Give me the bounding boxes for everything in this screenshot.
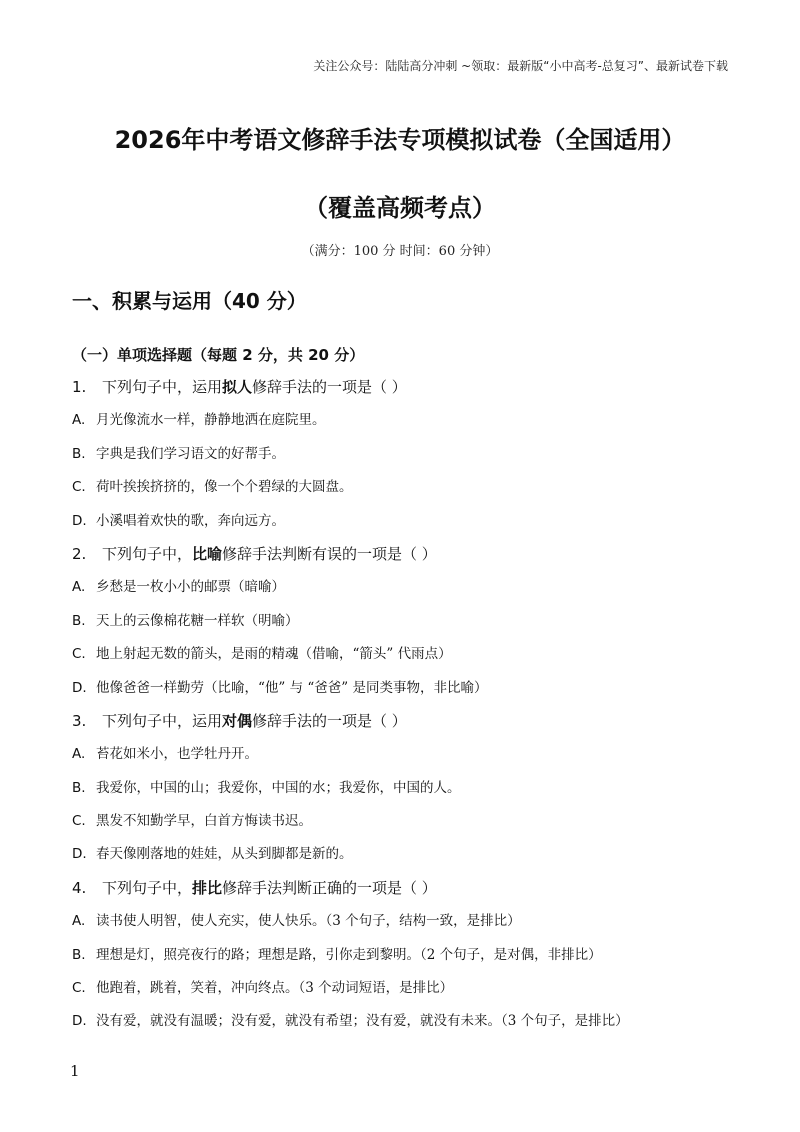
option-c — [72, 644, 732, 677]
option-label: D. — [72, 846, 87, 863]
question-suffix: 修辞手法的一项是（ ） — [252, 711, 407, 730]
option-text: 黑发不知勤学早，白首方悔读书迟。 — [96, 813, 312, 830]
question-prefix: 下列句子中， — [102, 544, 193, 563]
option-text: 理想是灯，照亮夜行的路；理想是路，引你走到黎明。（2 个句子，是对偶，非排比） — [96, 946, 602, 963]
option-label: A. — [72, 412, 86, 429]
option-label: C. — [72, 479, 86, 496]
question — [72, 377, 732, 544]
option-text: 读书使人明智，使人充实，使人快乐。（3 个句子，结构一致，是排比） — [96, 913, 521, 930]
option-c — [72, 978, 732, 1011]
option-label: C. — [72, 980, 86, 997]
option-b — [72, 945, 732, 978]
option-label: B. — [72, 445, 86, 462]
option-label: B. — [72, 946, 86, 963]
option-c — [72, 477, 732, 510]
question — [72, 878, 732, 1045]
option-text: 小溪唱着欢快的歌，奔向远方。 — [96, 512, 285, 529]
section-title: 一、积累与运用（40 分） — [72, 289, 307, 313]
option-text: 荷叶挨挨挤挤的，像一个个碧绿的大圆盘。 — [96, 479, 353, 496]
question-keyword: 拟人 — [222, 378, 253, 396]
option-label: D. — [72, 1013, 87, 1030]
page-number: 1 — [70, 1062, 80, 1080]
option-b — [72, 444, 732, 477]
question-number: 2. — [72, 544, 87, 563]
option-label: D. — [72, 512, 87, 529]
option-text: 地上射起无数的箭头，是雨的精魂（借喻，“箭头” 代雨点） — [96, 646, 452, 663]
option-text: 他像爸爸一样勤劳（比喻，“他” 与 “爸爸” 是同类事物，非比喻） — [96, 679, 488, 696]
question-keyword: 比喻 — [192, 544, 223, 563]
option-text: 他跑着，跳着，笑着，冲向终点。（3 个动词短语，是排比） — [96, 980, 454, 997]
question-list — [72, 377, 732, 1045]
exam-meta: （满分：100 分 时间：60 分钟） — [301, 244, 499, 259]
header-note: 关注公众号：陆陆高分冲刺 ~领取：最新版“小中高考-总复习”、最新试卷下载 — [313, 59, 728, 73]
question — [72, 544, 732, 711]
option-a — [72, 577, 732, 610]
option-b — [72, 611, 732, 644]
option-d — [72, 844, 732, 877]
option-label: A. — [72, 746, 86, 763]
option-b — [72, 778, 732, 811]
subsection-title: （一）单项选择题（每题 2 分，共 20 分） — [72, 346, 365, 364]
option-label: B. — [72, 612, 86, 629]
option-label: A. — [72, 913, 86, 930]
option-d — [72, 511, 732, 544]
option-text: 春天像刚落地的娃娃，从头到脚都是新的。 — [96, 846, 353, 863]
question-prefix: 下列句子中，运用 — [102, 378, 223, 396]
question-number: 3. — [72, 711, 87, 730]
option-d — [72, 678, 732, 711]
question-suffix: 修辞手法判断有误的一项是（ ） — [222, 544, 437, 563]
option-label: A. — [72, 579, 86, 596]
option-a — [72, 410, 732, 443]
question-stem — [72, 711, 732, 744]
option-d — [72, 1011, 732, 1044]
document-title: 2026年中考语文修辞手法专项模拟试卷（全国适用） — [114, 126, 686, 154]
question — [72, 711, 732, 878]
question-stem — [72, 544, 732, 577]
option-text: 没有爱，就没有温暖；没有爱，就没有希望；没有爱，就没有未来。（3 个句子，是排比） — [96, 1013, 629, 1030]
option-label: D. — [72, 679, 87, 696]
question-prefix: 下列句子中，运用 — [102, 711, 223, 730]
option-a — [72, 911, 732, 944]
option-text: 天上的云像棉花糖一样软（明喻） — [96, 612, 299, 629]
option-label: C. — [72, 646, 86, 663]
option-c — [72, 811, 732, 844]
option-text: 字典是我们学习语文的好帮手。 — [96, 445, 285, 462]
option-label: B. — [72, 779, 86, 796]
question-stem — [72, 377, 732, 410]
question-suffix: 修辞手法的一项是（ ） — [252, 378, 407, 396]
question-keyword: 排比 — [192, 878, 223, 897]
option-text: 月光像流水一样，静静地洒在庭院里。 — [96, 412, 326, 429]
question-keyword: 对偶 — [222, 711, 253, 730]
question-number: 1. — [72, 378, 87, 396]
question-stem — [72, 878, 732, 911]
question-suffix: 修辞手法判断正确的一项是（ ） — [222, 878, 437, 897]
option-label: C. — [72, 813, 86, 830]
question-prefix: 下列句子中， — [102, 878, 193, 897]
option-a — [72, 744, 732, 777]
question-number: 4. — [72, 878, 87, 897]
option-text: 苔花如米小，也学牡丹开。 — [96, 746, 258, 763]
document-subtitle: （覆盖高频考点） — [304, 194, 496, 222]
option-text: 乡愁是一枚小小的邮票（暗喻） — [96, 579, 285, 596]
option-text: 我爱你，中国的山；我爱你，中国的水；我爱你，中国的人。 — [96, 779, 461, 796]
